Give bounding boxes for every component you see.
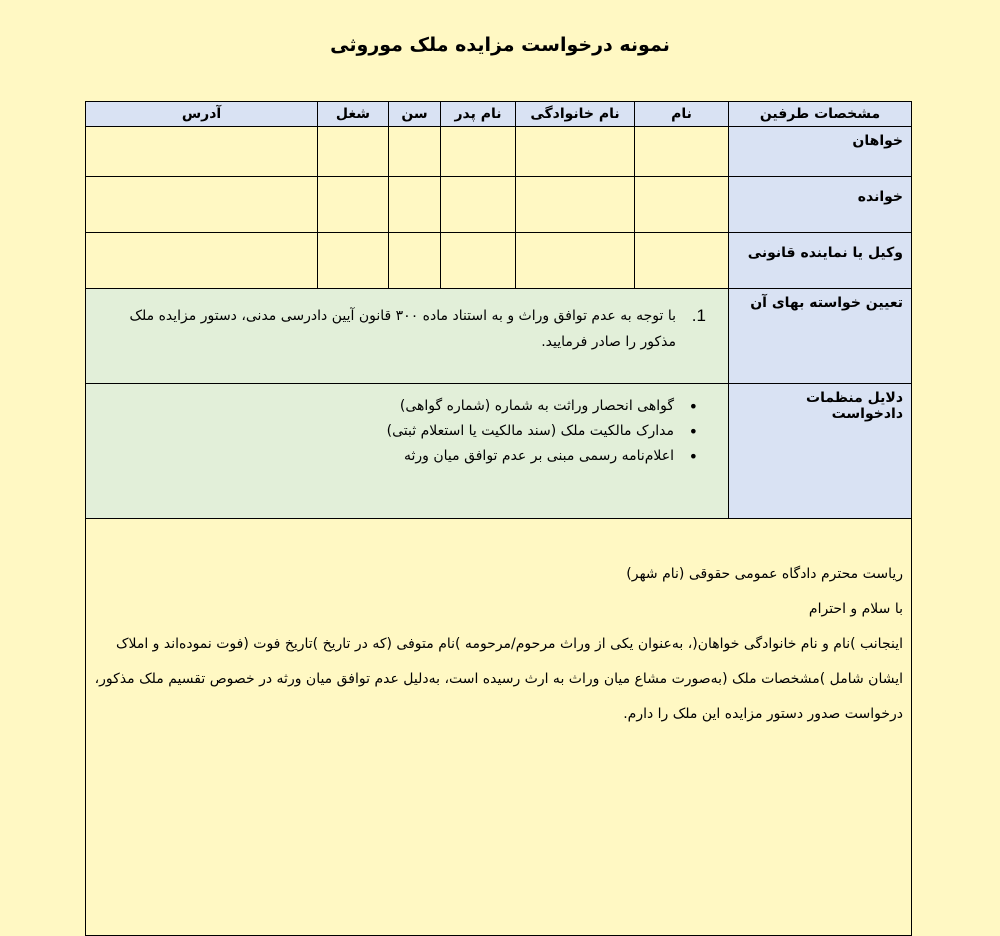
- attorney-age-field[interactable]: [389, 233, 441, 289]
- letter-body: [86, 519, 912, 936]
- determination-number: 1.: [691, 306, 706, 325]
- attorney-label: وکیل یا نماینده قانونی: [729, 233, 912, 289]
- reason-item: • اعلام‌نامه رسمی مبنی بر عدم توافق میان ورثه: [96, 444, 698, 469]
- reasons-row: [86, 384, 912, 519]
- attorney-first-name-field[interactable]: [635, 233, 729, 289]
- reasons-list: [96, 394, 698, 469]
- header-address: آدرس: [86, 102, 318, 127]
- header-last-name: نام خانوادگی: [516, 102, 635, 127]
- determination-item: [96, 303, 706, 355]
- determination-content: [86, 289, 729, 384]
- plaintiff-label: خواهان: [729, 127, 912, 177]
- defendant-job-field[interactable]: [318, 177, 389, 233]
- letter-greeting: با سلام و احترام: [808, 601, 903, 617]
- reasons-label: دلایل منظمات دادخواست: [729, 384, 912, 519]
- party-row-plaintiff: [86, 127, 912, 177]
- defendant-first-name-field[interactable]: [635, 177, 729, 233]
- defendant-father-name-field[interactable]: [441, 177, 516, 233]
- page-title: نمونه درخواست مزایده ملک موروثی: [330, 34, 670, 56]
- plaintiff-father-name-field[interactable]: [441, 127, 516, 177]
- attorney-father-name-field[interactable]: [441, 233, 516, 289]
- petition-form-table: [85, 101, 912, 936]
- defendant-label: خوانده: [729, 177, 912, 233]
- party-row-attorney: [86, 233, 912, 289]
- header-parties: مشخصات طرفین: [729, 102, 912, 127]
- header-age: سن: [389, 102, 441, 127]
- determination-text: با توجه به عدم توافق وراث و به استناد ماده ۳۰۰ قانون آیین دادرسی مدنی، دستور مزایده ملک مذکور را صادر فرمایید.: [129, 308, 676, 350]
- header-first-name: نام: [635, 102, 729, 127]
- attorney-last-name-field[interactable]: [516, 233, 635, 289]
- determination-label: تعیین خواسته بهای آن: [729, 289, 912, 384]
- letter-addressee: ریاست محترم دادگاه عمومی حقوقی (نام شهر): [626, 566, 903, 582]
- attorney-address-field[interactable]: [86, 233, 318, 289]
- plaintiff-first-name-field[interactable]: [635, 127, 729, 177]
- letter-row: [86, 519, 912, 936]
- defendant-age-field[interactable]: [389, 177, 441, 233]
- attorney-job-field[interactable]: [318, 233, 389, 289]
- defendant-last-name-field[interactable]: [516, 177, 635, 233]
- header-father-name: نام پدر: [441, 102, 516, 127]
- plaintiff-age-field[interactable]: [389, 127, 441, 177]
- party-row-defendant: [86, 177, 912, 233]
- plaintiff-last-name-field[interactable]: [516, 127, 635, 177]
- header-job: شغل: [318, 102, 389, 127]
- reason-item: • گواهی انحصار وراثت به شماره (شماره گواهی): [96, 394, 698, 419]
- letter-paragraph: اینجانب )نام و نام خانوادگی خواهان(، به‌عنوان یکی از وراث مرحوم/مرحومه )نام متوفی (که در تاریخ )تاریخ فوت (فوت نموده‌اند و املاک ایشان شامل )مشخصات ملک (به‌صورت مشاع میان وراث به ارث رسیده است، به‌دلیل عدم توافق میان ورثه در خصوص تقسیم ملک مذکور، درخواست صدور دستور مزایده این ملک را دارم.: [94, 636, 903, 722]
- determination-row: [86, 289, 912, 384]
- header-row: [86, 102, 912, 127]
- reasons-content: [86, 384, 729, 519]
- plaintiff-address-field[interactable]: [86, 127, 318, 177]
- plaintiff-job-field[interactable]: [318, 127, 389, 177]
- defendant-address-field[interactable]: [86, 177, 318, 233]
- reason-item: • مدارک مالکیت ملک (سند مالکیت یا استعلام ثبتی): [96, 419, 698, 444]
